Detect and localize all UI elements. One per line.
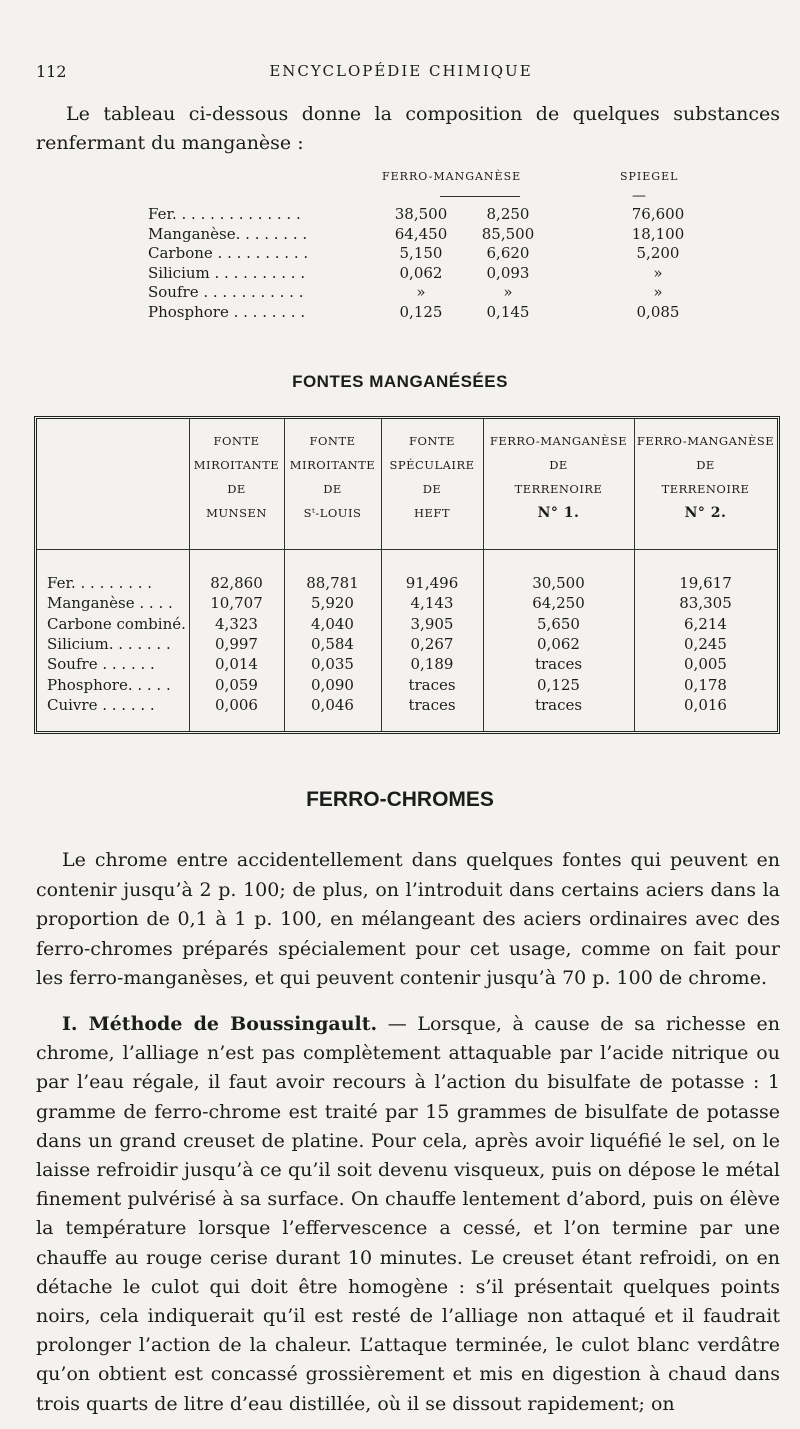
- page-number: 112: [36, 62, 67, 81]
- table-row: [37, 676, 777, 696]
- composition-value: »: [653, 263, 663, 282]
- table-cell: traces: [408, 675, 456, 694]
- table-cell: 4,040: [311, 614, 354, 633]
- column-header-line: FERRO-MANGANÈSE: [636, 434, 775, 448]
- row-label: Silicium. . . . . . .: [47, 634, 171, 653]
- composition-row: [148, 303, 708, 323]
- row-label: Cuivre . . . . . .: [47, 695, 155, 714]
- composition-value: 64,450: [394, 224, 448, 243]
- column-header-line: TERRENOIRE: [661, 482, 750, 496]
- column-header-line: DE: [696, 458, 715, 472]
- section-title-ferro-chromes: FERRO-CHROMES: [306, 788, 494, 811]
- composition-row-label: Manganèse. . . . . . . .: [148, 224, 308, 243]
- table-cell: 0,245: [684, 634, 727, 653]
- table-cell: 0,035: [311, 655, 354, 674]
- table-cell: 5,920: [311, 594, 354, 613]
- column-header-line: FERRO-MANGANÈSE: [489, 434, 628, 448]
- paragraph-boussingault-method: [36, 1010, 780, 1419]
- composition-header-spiegel: SPIEGEL: [620, 170, 679, 183]
- composition-value: 6,620: [486, 244, 530, 262]
- composition-row-label: Carbone . . . . . . . . . .: [148, 244, 309, 262]
- column-header-line: N° 1.: [537, 505, 580, 521]
- column-header-line: MIROITANTE: [289, 458, 376, 472]
- row-label: Fer. . . . . . . . .: [47, 574, 153, 592]
- table-cell: 83,305: [679, 594, 732, 613]
- table-column-header: [634, 429, 777, 525]
- table-cell: 64,250: [532, 594, 585, 613]
- table-cell: 0,090: [311, 675, 354, 694]
- section-title-fontes: FONTES MANGANÉSÉES: [292, 372, 508, 391]
- table-row: [37, 655, 777, 675]
- composition-header-divider: [440, 196, 520, 197]
- column-header-line: DE: [227, 482, 246, 496]
- table-cell: 0,189: [410, 655, 454, 674]
- composition-value: 5,150: [399, 244, 443, 262]
- table-cell: 30,500: [532, 574, 585, 592]
- table-cell: 10,707: [210, 594, 263, 613]
- composition-value: »: [416, 283, 426, 301]
- table-cell: 0,267: [410, 634, 454, 653]
- table-column-header: [189, 429, 284, 525]
- page-header: [36, 62, 766, 86]
- composition-value: 0,062: [399, 263, 443, 282]
- column-header-line: FONTE: [309, 434, 356, 448]
- composition-value: 0,085: [636, 302, 680, 321]
- column-header-line: MIROITANTE: [193, 458, 280, 472]
- column-header-line: FONTE: [213, 434, 260, 448]
- composition-row: [148, 225, 708, 245]
- table-cell: 0,014: [215, 655, 258, 674]
- table-cell: 0,125: [537, 675, 580, 694]
- composition-row-label: Phosphore . . . . . . . .: [148, 302, 306, 321]
- fontes-table: [34, 416, 780, 734]
- method-text: — Lorsque, à cause de sa richesse en chrome, l’alliage n’est pas complètement attaquable par l’acide nitrique ou par l’eau régale, il faut avoir recours à l’action du bisulfate de potasse : 1 gramme de ferro-chrome est traité par 15 grammes de bisulfate de potasse dans un grand creuset de platine. Pour cela, après avoir liquéfié le sel, on le laisse refroidir jusqu’à ce qu’il soit devenu visqueux, puis on dépose le métal finement pulvérisé à sa surface. On chauffe lentement d’abord, puis on élève la température lorsque l’effervescence a cessé, et l’on termine par une chauffe au rouge cerise durant 10 minutes. Le creuset étant refroidi, on en détache le culot qui doit être homogène : s’il présentait quelques points noirs, cela indiquerait qu’il est resté de l’alliage non attaqué et il faudrait prolonger l’action de la chaleur. L’attaque terminée, le culot blanc verdâtre qu’on obtient est concassé grossièrement et mis en digestion à chaud dans trois quarts de litre d’eau distillée, où il se dissout rapidement; on: [36, 1013, 780, 1415]
- composition-header-ferro-manganese: FERRO-MANGANÈSE: [382, 170, 522, 183]
- table-cell: 5,650: [537, 614, 580, 633]
- table-column-header: [381, 429, 483, 525]
- composition-value: 0,125: [399, 302, 443, 321]
- table-cell: 0,178: [684, 675, 727, 694]
- column-header-line: TERRENOIRE: [514, 482, 603, 496]
- table-row: [37, 574, 777, 594]
- table-column-header: [483, 429, 634, 525]
- composition-value: 38,500: [394, 205, 448, 223]
- table-column-header: [284, 429, 381, 525]
- table-cell: 0,584: [311, 634, 354, 653]
- method-title: I. Méthode de Boussingault.: [62, 1013, 378, 1035]
- column-header-line: SPÉCULAIRE: [389, 458, 475, 472]
- table-cell: 6,214: [684, 614, 727, 633]
- composition-value: 8,250: [486, 205, 530, 223]
- column-header-line: HEFT: [413, 506, 451, 520]
- table-cell: 0,005: [684, 655, 727, 674]
- table-row: [37, 696, 777, 716]
- composition-row: [148, 283, 708, 303]
- table-cell: 0,046: [311, 695, 354, 714]
- table-cell: 0,006: [215, 695, 258, 714]
- composition-row-label: Soufre . . . . . . . . . . .: [148, 283, 304, 301]
- table-cell: traces: [534, 655, 583, 674]
- table-cell: 0,016: [684, 695, 727, 714]
- column-header-line: DE: [323, 482, 342, 496]
- composition-value: 18,100: [631, 224, 685, 243]
- composition-value: »: [653, 283, 663, 301]
- table-cell: 4,323: [215, 614, 258, 633]
- composition-value: »: [503, 283, 513, 301]
- table-row: [37, 594, 777, 614]
- composition-value: 85,500: [481, 224, 535, 243]
- composition-value: 76,600: [631, 205, 685, 223]
- row-label: Carbone combiné.: [47, 614, 186, 633]
- running-title: ENCYCLOPÉDIE CHIMIQUE: [269, 62, 533, 80]
- column-header-line: N° 2.: [684, 505, 727, 521]
- composition-row: [148, 244, 708, 264]
- composition-value: 0,093: [486, 263, 530, 282]
- table-cell: traces: [408, 695, 456, 714]
- column-header-line: Sᵗ-LOUIS: [303, 506, 362, 520]
- table-row: [37, 635, 777, 655]
- composition-row: [148, 264, 708, 284]
- paragraph-chrome-intro: Le chrome entre accidentellement dans quelques fontes qui peuvent en contenir jusqu’à 2 p. 100; de plus, on l’introduit dans certains aciers dans la proportion de 0,1 à 1 p. 100, en mélangeant des aciers ordinaires avec des ferro-chromes préparés spécialement pour cet usage, comme on fait pour les ferro-manganèses, et qui peuvent contenir jusqu’à 70 p. 100 de chrome.: [36, 849, 780, 989]
- table-row: [37, 615, 777, 635]
- composition-table: [148, 205, 708, 322]
- table-cell: 88,781: [306, 574, 359, 592]
- table-cell: 0,062: [537, 634, 580, 653]
- column-header-line: DE: [422, 482, 442, 496]
- composition-header-rule: —: [632, 188, 647, 204]
- intro-paragraph: Le tableau ci-dessous donne la composition de quelques substances renfermant du manganèse :: [36, 103, 780, 154]
- composition-row-label: Fer. . . . . . . . . . . . . .: [148, 205, 301, 223]
- row-label: Soufre . . . . . .: [47, 655, 155, 674]
- row-label: Manganèse . . . .: [47, 594, 173, 613]
- table-cell: 0,997: [215, 634, 258, 653]
- table-cell: 19,617: [679, 574, 732, 592]
- table-cell: traces: [534, 695, 583, 714]
- table-header-divider: [37, 549, 777, 550]
- row-label: Phosphore. . . . .: [47, 675, 171, 694]
- table-cell: 4,143: [410, 594, 454, 613]
- table-cell: 82,860: [210, 574, 263, 592]
- column-header-line: DE: [549, 458, 568, 472]
- table-cell: 0,059: [215, 675, 258, 694]
- composition-value: 0,145: [486, 302, 530, 321]
- composition-row: [148, 205, 708, 225]
- table-cell: 3,905: [410, 614, 454, 633]
- composition-row-label: Silicium . . . . . . . . . .: [148, 263, 306, 282]
- table-cell: 91,496: [405, 574, 459, 592]
- composition-value: 5,200: [636, 244, 680, 262]
- column-header-line: MUNSEN: [206, 506, 267, 520]
- column-header-line: FONTE: [408, 434, 456, 448]
